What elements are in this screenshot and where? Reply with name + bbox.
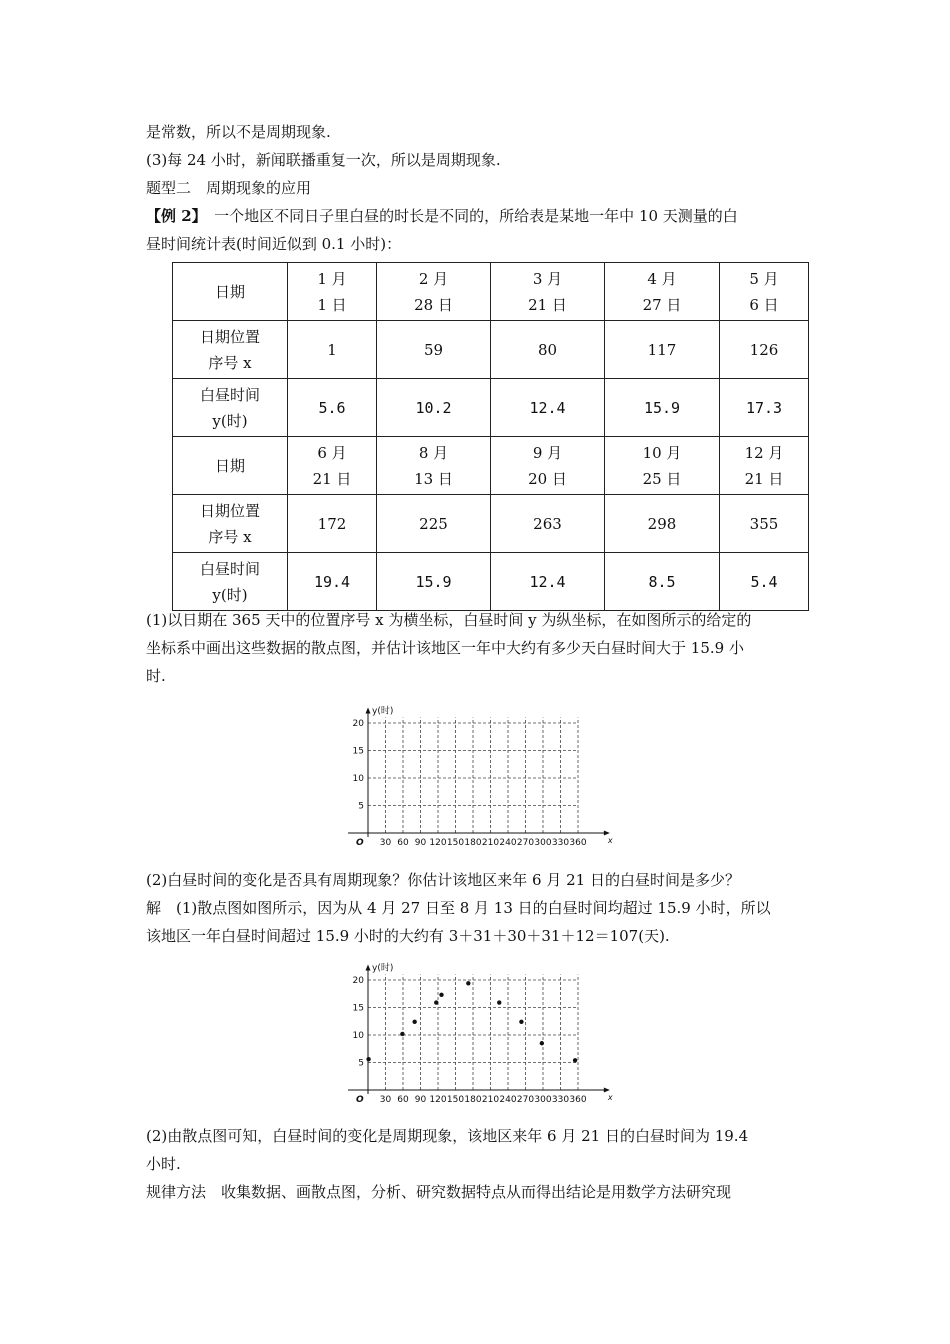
y-tick-label: 20 bbox=[352, 976, 364, 986]
solution-line: 该地区一年白昼时间超过 15.9 小时的大约有 3＋31＋30＋31＋12＝107(天). bbox=[146, 927, 670, 945]
cell-line: 21 日 bbox=[312, 469, 352, 488]
cell-line: 日期位置 bbox=[199, 327, 260, 346]
y-tick-label: 10 bbox=[352, 1031, 364, 1041]
solution-line: (2)由散点图可知，白昼时间的变化是周期现象，该地区来年 6 月 21 日的白昼时间为 19.4 bbox=[146, 1127, 749, 1145]
cell-line: 12.4 bbox=[529, 398, 566, 417]
table-cell bbox=[377, 553, 491, 611]
x-tick-label: 30 bbox=[379, 838, 392, 848]
table-cell bbox=[720, 263, 809, 321]
data-point bbox=[540, 1041, 544, 1045]
cell-line: 12.4 bbox=[529, 572, 566, 591]
y-tick-label: 20 bbox=[352, 719, 364, 729]
row-header-cell bbox=[173, 263, 288, 321]
x-tick-label: 90 bbox=[414, 1095, 427, 1105]
data-point bbox=[439, 993, 443, 997]
text-line: (3)每 24 小时，新闻联播重复一次，所以是周期现象. bbox=[146, 151, 501, 169]
cell-line: 19.4 bbox=[313, 572, 351, 591]
cell-line: y(时) bbox=[212, 585, 248, 604]
y-tick-label: 5 bbox=[358, 801, 364, 812]
cell-line: 15.9 bbox=[415, 572, 452, 591]
cell-line: 5 月 bbox=[749, 269, 779, 288]
chart-scatter bbox=[336, 950, 616, 1114]
x-axis-label: x bbox=[607, 1093, 613, 1102]
table-cell bbox=[288, 495, 377, 553]
x-tick-label: 60 bbox=[397, 838, 409, 848]
cell-line: 序号 x bbox=[208, 353, 252, 372]
table-cell bbox=[491, 495, 605, 553]
cell-line: 白昼时间 bbox=[199, 559, 260, 578]
cell-line: 298 bbox=[647, 514, 677, 533]
cell-line: 17.3 bbox=[745, 398, 783, 417]
row-header-cell bbox=[173, 553, 288, 611]
cell-line: 6 月 bbox=[317, 443, 347, 462]
data-table bbox=[172, 262, 809, 611]
cell-line: 12 月 bbox=[744, 443, 784, 462]
y-tick-label: 10 bbox=[352, 774, 364, 784]
example-line bbox=[146, 206, 738, 226]
origin-label: O bbox=[356, 838, 364, 848]
table-row bbox=[173, 263, 809, 321]
x-tick-label: 90 bbox=[414, 838, 427, 848]
table-cell bbox=[720, 321, 809, 379]
y-axis-label: y(时) bbox=[372, 963, 394, 974]
solution-line: 小时. bbox=[146, 1155, 181, 1173]
y-axis-label: y(时) bbox=[372, 706, 394, 717]
cell-line: 21 日 bbox=[744, 469, 784, 488]
cell-line: 日期位置 bbox=[199, 501, 260, 520]
question-line: (2)白昼时间的变化是否具有周期现象？你估计该地区来年 6 月 21 日的白昼时间是多少？ bbox=[146, 871, 740, 889]
text-line: 昼时间统计表(时间近似到 0.1 小时)： bbox=[146, 235, 402, 253]
question-line: 时. bbox=[146, 667, 166, 685]
table-cell bbox=[491, 263, 605, 321]
x-axis-arrow bbox=[604, 1088, 610, 1093]
x-tick-label: 120 bbox=[429, 1095, 447, 1105]
row-header-cell bbox=[173, 495, 288, 553]
cell-line: 59 bbox=[423, 340, 444, 359]
data-point bbox=[434, 1000, 438, 1004]
y-tick-label: 15 bbox=[352, 1003, 364, 1014]
table-cell bbox=[605, 379, 720, 437]
table-cell bbox=[605, 495, 720, 553]
table-cell bbox=[491, 321, 605, 379]
table-cell bbox=[288, 321, 377, 379]
x-tick-label: 360 bbox=[569, 1095, 587, 1105]
table-cell bbox=[720, 379, 809, 437]
x-tick-label: 60 bbox=[397, 1095, 409, 1105]
cell-line: 117 bbox=[647, 340, 677, 359]
table-cell bbox=[720, 437, 809, 495]
table-cell bbox=[491, 379, 605, 437]
table-cell bbox=[288, 379, 377, 437]
table-row bbox=[173, 553, 809, 611]
cell-line: 355 bbox=[749, 514, 779, 533]
table-cell bbox=[720, 495, 809, 553]
data-point bbox=[400, 1032, 404, 1036]
cell-line: 13 日 bbox=[414, 469, 453, 488]
data-point bbox=[497, 1000, 501, 1004]
x-axis-arrow bbox=[604, 831, 610, 836]
x-tick-label: 120 bbox=[429, 838, 447, 848]
cell-line: 2 月 bbox=[418, 269, 449, 288]
x-tick-label: 180 bbox=[464, 1095, 482, 1105]
table-cell bbox=[720, 553, 809, 611]
data-point bbox=[519, 1020, 523, 1024]
y-axis-arrow bbox=[366, 965, 371, 971]
y-tick-label: 15 bbox=[352, 746, 364, 757]
data-point bbox=[573, 1058, 577, 1062]
cell-line: 8.5 bbox=[648, 572, 676, 591]
empty-coordinate-grid bbox=[336, 693, 616, 853]
table-cell bbox=[491, 553, 605, 611]
chart-empty bbox=[336, 693, 616, 857]
question-line: (1)以日期在 365 天中的位置序号 x 为横坐标，白昼时间 y 为纵坐标，在如图所示的给定的 bbox=[146, 611, 752, 629]
cell-line: 1 日 bbox=[317, 295, 347, 314]
x-tick-label: 330 bbox=[551, 1095, 570, 1105]
x-tick-label: 150 bbox=[446, 1095, 465, 1105]
cell-line: 5.6 bbox=[318, 398, 346, 417]
table-cell bbox=[377, 437, 491, 495]
cell-line: 1 月 bbox=[317, 269, 347, 288]
cell-line: 序号 x bbox=[208, 527, 252, 546]
origin-label: O bbox=[356, 1095, 364, 1105]
cell-line: 4 月 bbox=[647, 269, 677, 288]
x-tick-label: 30 bbox=[379, 1095, 392, 1105]
cell-line: 80 bbox=[537, 340, 558, 359]
table-cell bbox=[377, 495, 491, 553]
cell-line: 15.9 bbox=[643, 398, 681, 417]
table-cell bbox=[491, 437, 605, 495]
y-axis-arrow bbox=[366, 708, 371, 714]
cell-line: 20 日 bbox=[528, 469, 567, 488]
solution-line: 解 (1)散点图如图所示，因为从 4 月 27 日至 8 月 13 日的白昼时间均超过 15.9 小时，所以 bbox=[146, 899, 771, 917]
table-cell bbox=[288, 553, 377, 611]
example-text: 一个地区不同日子里白昼的时长是不同的，所给表是某地一年中 10 天测量的白 bbox=[199, 207, 738, 225]
table-row bbox=[173, 437, 809, 495]
table-row bbox=[173, 495, 809, 553]
method-line: 规律方法 收集数据、画散点图，分析、研究数据特点从而得出结论是用数学方法研究现 bbox=[146, 1183, 732, 1201]
cell-line: 日期 bbox=[214, 456, 245, 475]
table-row bbox=[173, 321, 809, 379]
x-tick-label: 210 bbox=[481, 838, 500, 848]
cell-line: 27 日 bbox=[642, 295, 682, 314]
x-axis-label: x bbox=[607, 836, 613, 845]
data-point bbox=[366, 1057, 370, 1061]
y-tick-label: 5 bbox=[358, 1058, 364, 1069]
cell-line: y(时) bbox=[212, 411, 248, 430]
cell-line: 白昼时间 bbox=[199, 385, 260, 404]
cell-line: 172 bbox=[317, 514, 347, 533]
x-tick-label: 300 bbox=[534, 838, 552, 848]
x-tick-label: 150 bbox=[446, 838, 465, 848]
table-row bbox=[173, 379, 809, 437]
table-cell bbox=[605, 263, 720, 321]
row-header-cell bbox=[173, 379, 288, 437]
cell-line: 9 月 bbox=[532, 443, 563, 462]
x-tick-label: 240 bbox=[499, 838, 517, 848]
cell-line: 6 日 bbox=[749, 295, 779, 314]
cell-line: 225 bbox=[419, 514, 448, 533]
table-cell bbox=[605, 437, 720, 495]
cell-line: 8 月 bbox=[418, 443, 449, 462]
x-tick-label: 210 bbox=[481, 1095, 500, 1105]
cell-line: 日期 bbox=[214, 282, 245, 301]
data-point bbox=[412, 1020, 416, 1024]
cell-line: 5.4 bbox=[750, 572, 778, 591]
x-tick-label: 360 bbox=[569, 838, 587, 848]
question-line: 坐标系中画出这些数据的散点图，并估计该地区一年中大约有多少天白昼时间大于 15.9 小 bbox=[146, 639, 744, 657]
scatter-plot bbox=[336, 950, 616, 1110]
text-line: 是常数，所以不是周期现象. bbox=[146, 123, 331, 141]
cell-line: 263 bbox=[533, 514, 562, 533]
data-point bbox=[466, 981, 470, 985]
example-label: 【例 2】 bbox=[146, 207, 200, 225]
table-cell bbox=[377, 379, 491, 437]
table-cell bbox=[605, 321, 720, 379]
table-cell bbox=[288, 437, 377, 495]
x-tick-label: 270 bbox=[516, 1095, 535, 1105]
table-cell bbox=[605, 553, 720, 611]
cell-line: 21 日 bbox=[528, 295, 567, 314]
cell-line: 126 bbox=[749, 340, 779, 359]
section-title: 题型二 周期现象的应用 bbox=[146, 179, 312, 197]
table-cell bbox=[377, 321, 491, 379]
cell-line: 25 日 bbox=[642, 469, 682, 488]
cell-line: 10.2 bbox=[415, 398, 452, 417]
x-tick-label: 240 bbox=[499, 1095, 517, 1105]
cell-line: 3 月 bbox=[532, 269, 563, 288]
x-tick-label: 330 bbox=[551, 838, 570, 848]
x-tick-label: 300 bbox=[534, 1095, 552, 1105]
row-header-cell bbox=[173, 321, 288, 379]
x-tick-label: 270 bbox=[516, 838, 535, 848]
cell-line: 28 日 bbox=[414, 295, 453, 314]
cell-line: 10 月 bbox=[642, 443, 682, 462]
x-tick-label: 180 bbox=[464, 838, 482, 848]
cell-line: 1 bbox=[327, 340, 337, 359]
table-cell bbox=[288, 263, 377, 321]
row-header-cell bbox=[173, 437, 288, 495]
table-cell bbox=[377, 263, 491, 321]
